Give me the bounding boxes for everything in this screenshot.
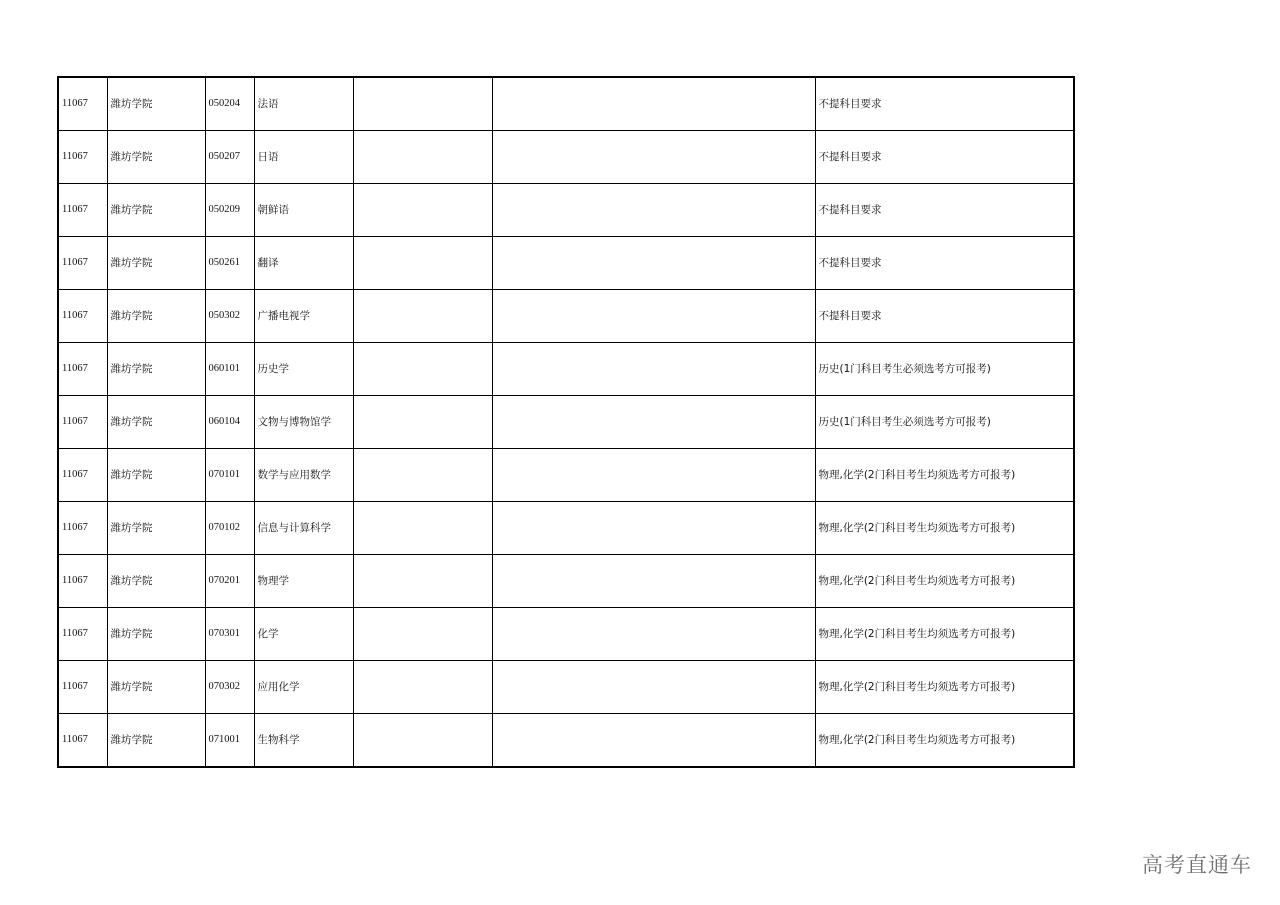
- empty-cell: [353, 290, 492, 343]
- school-code-cell: 11067: [58, 184, 107, 237]
- table-row: [58, 502, 1074, 555]
- major-code-cell: 050261: [205, 237, 254, 290]
- school-name-cell: 潍坊学院: [107, 131, 205, 184]
- school-code-cell: 11067: [58, 237, 107, 290]
- empty-cell: [353, 343, 492, 396]
- table-row: [58, 714, 1074, 768]
- subject-requirement-cell: 历史(1门科目考生必须选考方可报考): [815, 343, 1074, 396]
- empty-cell: [492, 237, 815, 290]
- empty-cell: [492, 714, 815, 768]
- major-name-cell: 信息与计算科学: [254, 502, 353, 555]
- school-code-cell: 11067: [58, 77, 107, 131]
- school-name-cell: 潍坊学院: [107, 555, 205, 608]
- major-name-cell: 应用化学: [254, 661, 353, 714]
- major-code-cell: 050302: [205, 290, 254, 343]
- school-code-cell: 11067: [58, 290, 107, 343]
- school-name-cell: 潍坊学院: [107, 343, 205, 396]
- school-name-cell: 潍坊学院: [107, 290, 205, 343]
- watermark-logo: 高考直通车: [1142, 853, 1252, 877]
- major-code-cell: 070301: [205, 608, 254, 661]
- empty-cell: [492, 449, 815, 502]
- subject-requirement-cell: 不提科目要求: [815, 290, 1074, 343]
- subject-requirement-cell: 物理,化学(2门科目考生均须选考方可报考): [815, 555, 1074, 608]
- school-name-cell: 潍坊学院: [107, 237, 205, 290]
- major-code-cell: 070102: [205, 502, 254, 555]
- major-code-cell: 070101: [205, 449, 254, 502]
- empty-cell: [353, 237, 492, 290]
- empty-cell: [353, 502, 492, 555]
- school-code-cell: 11067: [58, 502, 107, 555]
- requirements-table: [57, 76, 1075, 768]
- empty-cell: [353, 555, 492, 608]
- subject-requirement-cell: 物理,化学(2门科目考生均须选考方可报考): [815, 608, 1074, 661]
- school-name-cell: 潍坊学院: [107, 608, 205, 661]
- empty-cell: [492, 131, 815, 184]
- subject-requirement-cell: 物理,化学(2门科目考生均须选考方可报考): [815, 502, 1074, 555]
- major-code-cell: 071001: [205, 714, 254, 768]
- major-name-cell: 法语: [254, 77, 353, 131]
- empty-cell: [492, 555, 815, 608]
- school-name-cell: 潍坊学院: [107, 77, 205, 131]
- empty-cell: [492, 77, 815, 131]
- school-code-cell: 11067: [58, 555, 107, 608]
- major-name-cell: 物理学: [254, 555, 353, 608]
- table-row: [58, 555, 1074, 608]
- table-row: [58, 237, 1074, 290]
- school-name-cell: 潍坊学院: [107, 184, 205, 237]
- empty-cell: [353, 184, 492, 237]
- school-name-cell: 潍坊学院: [107, 449, 205, 502]
- empty-cell: [353, 396, 492, 449]
- subject-requirement-cell: 不提科目要求: [815, 184, 1074, 237]
- school-name-cell: 潍坊学院: [107, 396, 205, 449]
- subject-requirement-cell: 历史(1门科目考生必须选考方可报考): [815, 396, 1074, 449]
- table-row: [58, 396, 1074, 449]
- major-code-cell: 050209: [205, 184, 254, 237]
- major-code-cell: 070302: [205, 661, 254, 714]
- school-code-cell: 11067: [58, 714, 107, 768]
- major-code-cell: 060101: [205, 343, 254, 396]
- major-name-cell: 数学与应用数学: [254, 449, 353, 502]
- empty-cell: [492, 608, 815, 661]
- school-name-cell: 潍坊学院: [107, 661, 205, 714]
- empty-cell: [353, 608, 492, 661]
- table-row: [58, 343, 1074, 396]
- subject-requirement-cell: 物理,化学(2门科目考生均须选考方可报考): [815, 714, 1074, 768]
- school-code-cell: 11067: [58, 131, 107, 184]
- table-row: [58, 184, 1074, 237]
- major-name-cell: 朝鲜语: [254, 184, 353, 237]
- empty-cell: [353, 714, 492, 768]
- table-row: [58, 77, 1074, 131]
- empty-cell: [492, 184, 815, 237]
- empty-cell: [353, 449, 492, 502]
- major-name-cell: 广播电视学: [254, 290, 353, 343]
- subject-requirement-cell: 不提科目要求: [815, 237, 1074, 290]
- empty-cell: [492, 502, 815, 555]
- empty-cell: [353, 77, 492, 131]
- empty-cell: [492, 661, 815, 714]
- empty-cell: [353, 131, 492, 184]
- table-row: [58, 608, 1074, 661]
- school-code-cell: 11067: [58, 608, 107, 661]
- major-name-cell: 翻译: [254, 237, 353, 290]
- school-name-cell: 潍坊学院: [107, 502, 205, 555]
- subject-requirement-cell: 不提科目要求: [815, 131, 1074, 184]
- school-name-cell: 潍坊学院: [107, 714, 205, 768]
- major-name-cell: 历史学: [254, 343, 353, 396]
- major-code-cell: 060104: [205, 396, 254, 449]
- major-code-cell: 070201: [205, 555, 254, 608]
- school-code-cell: 11067: [58, 449, 107, 502]
- empty-cell: [492, 290, 815, 343]
- school-code-cell: 11067: [58, 343, 107, 396]
- empty-cell: [353, 661, 492, 714]
- subject-requirement-cell: 不提科目要求: [815, 77, 1074, 131]
- table-row: [58, 290, 1074, 343]
- subject-requirement-cell: 物理,化学(2门科目考生均须选考方可报考): [815, 449, 1074, 502]
- requirements-table-body: [58, 77, 1074, 767]
- major-name-cell: 文物与博物馆学: [254, 396, 353, 449]
- empty-cell: [492, 396, 815, 449]
- school-code-cell: 11067: [58, 661, 107, 714]
- subject-requirement-cell: 物理,化学(2门科目考生均须选考方可报考): [815, 661, 1074, 714]
- table-row: [58, 449, 1074, 502]
- major-code-cell: 050207: [205, 131, 254, 184]
- major-name-cell: 生物科学: [254, 714, 353, 768]
- school-code-cell: 11067: [58, 396, 107, 449]
- empty-cell: [492, 343, 815, 396]
- major-code-cell: 050204: [205, 77, 254, 131]
- table-row: [58, 661, 1074, 714]
- table-row: [58, 131, 1074, 184]
- major-name-cell: 日语: [254, 131, 353, 184]
- major-name-cell: 化学: [254, 608, 353, 661]
